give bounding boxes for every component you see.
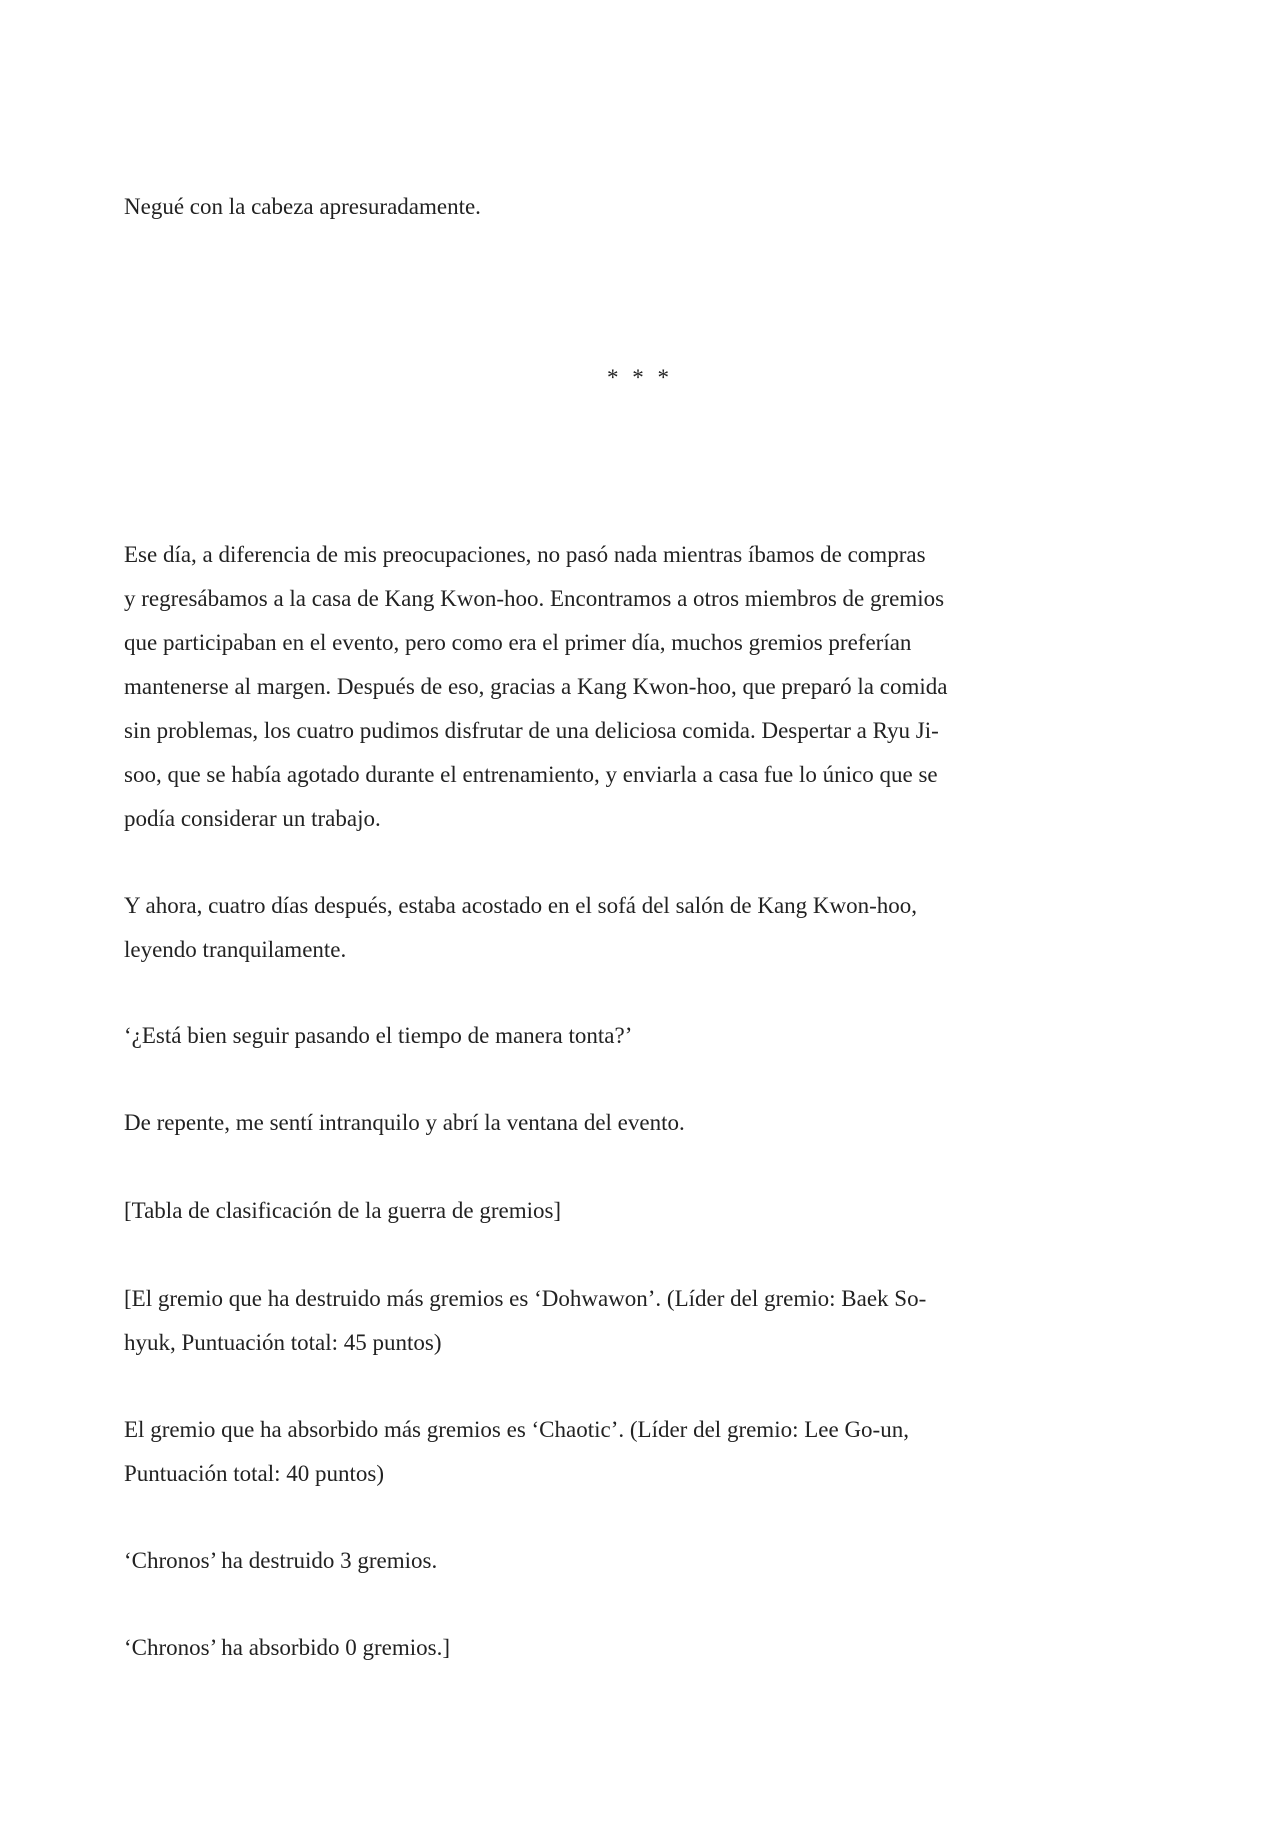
- paragraph-negue: [124, 185, 1184, 229]
- text-line: leyendo tranquilamente.: [124, 937, 347, 962]
- paragraph-ese-dia: [124, 533, 1184, 841]
- text-line: ‘¿Está bien seguir pasando el tiempo de manera tonta?’: [124, 1023, 633, 1048]
- text-line: mantenerse al margen. Después de eso, gracias a Kang Kwon-hoo, que preparó la comida: [124, 674, 948, 699]
- text-line: ‘Chronos’ ha destruido 3 gremios.: [124, 1548, 438, 1573]
- text-line: Puntuación total: 40 puntos): [124, 1461, 385, 1486]
- text-line: y regresábamos a la casa de Kang Kwon-hoo. Encontramos a otros miembros de gremios: [124, 586, 945, 611]
- text-line: Negué con la cabeza apresuradamente.: [124, 194, 481, 219]
- paragraph-chronos-destroyed: [124, 1539, 1184, 1583]
- paragraph-thought: [124, 1014, 1184, 1058]
- text-line: De repente, me sentí intranquilo y abrí la ventana del evento.: [124, 1110, 685, 1135]
- scene-separator: * * *: [607, 365, 673, 390]
- text-line: hyuk, Puntuación total: 45 puntos): [124, 1330, 442, 1355]
- paragraph-de-repente: [124, 1101, 1184, 1145]
- paragraph-y-ahora: [124, 884, 1184, 972]
- text-line: que participaban en el evento, pero como era el primer día, muchos gremios preferían: [124, 630, 912, 655]
- text-line: Y ahora, cuatro días después, estaba acostado en el sofá del salón de Kang Kwon-hoo,: [124, 893, 918, 918]
- text-line: [Tabla de clasificación de la guerra de gremios]: [124, 1198, 562, 1223]
- text-line: soo, que se había agotado durante el entrenamiento, y enviarla a casa fue lo único que se: [124, 762, 938, 787]
- paragraph-chaotic: [124, 1408, 1184, 1496]
- paragraph-tabla-title: [124, 1189, 1184, 1233]
- text-line: El gremio que ha absorbido más gremios es ‘Chaotic’. (Líder del gremio: Lee Go-un,: [124, 1417, 909, 1442]
- paragraph-dohwawon: [124, 1277, 1184, 1365]
- text-line: sin problemas, los cuatro pudimos disfrutar de una deliciosa comida. Despertar a Ryu Ji-: [124, 718, 939, 743]
- text-line: ‘Chronos’ ha absorbido 0 gremios.]: [124, 1635, 450, 1660]
- text-line: Ese día, a diferencia de mis preocupaciones, no pasó nada mientras íbamos de compras: [124, 542, 926, 567]
- text-line: podía considerar un trabajo.: [124, 806, 381, 831]
- paragraph-chronos-absorbed: [124, 1626, 1184, 1670]
- text-line: [El gremio que ha destruido más gremios es ‘Dohwawon’. (Líder del gremio: Baek So-: [124, 1286, 927, 1311]
